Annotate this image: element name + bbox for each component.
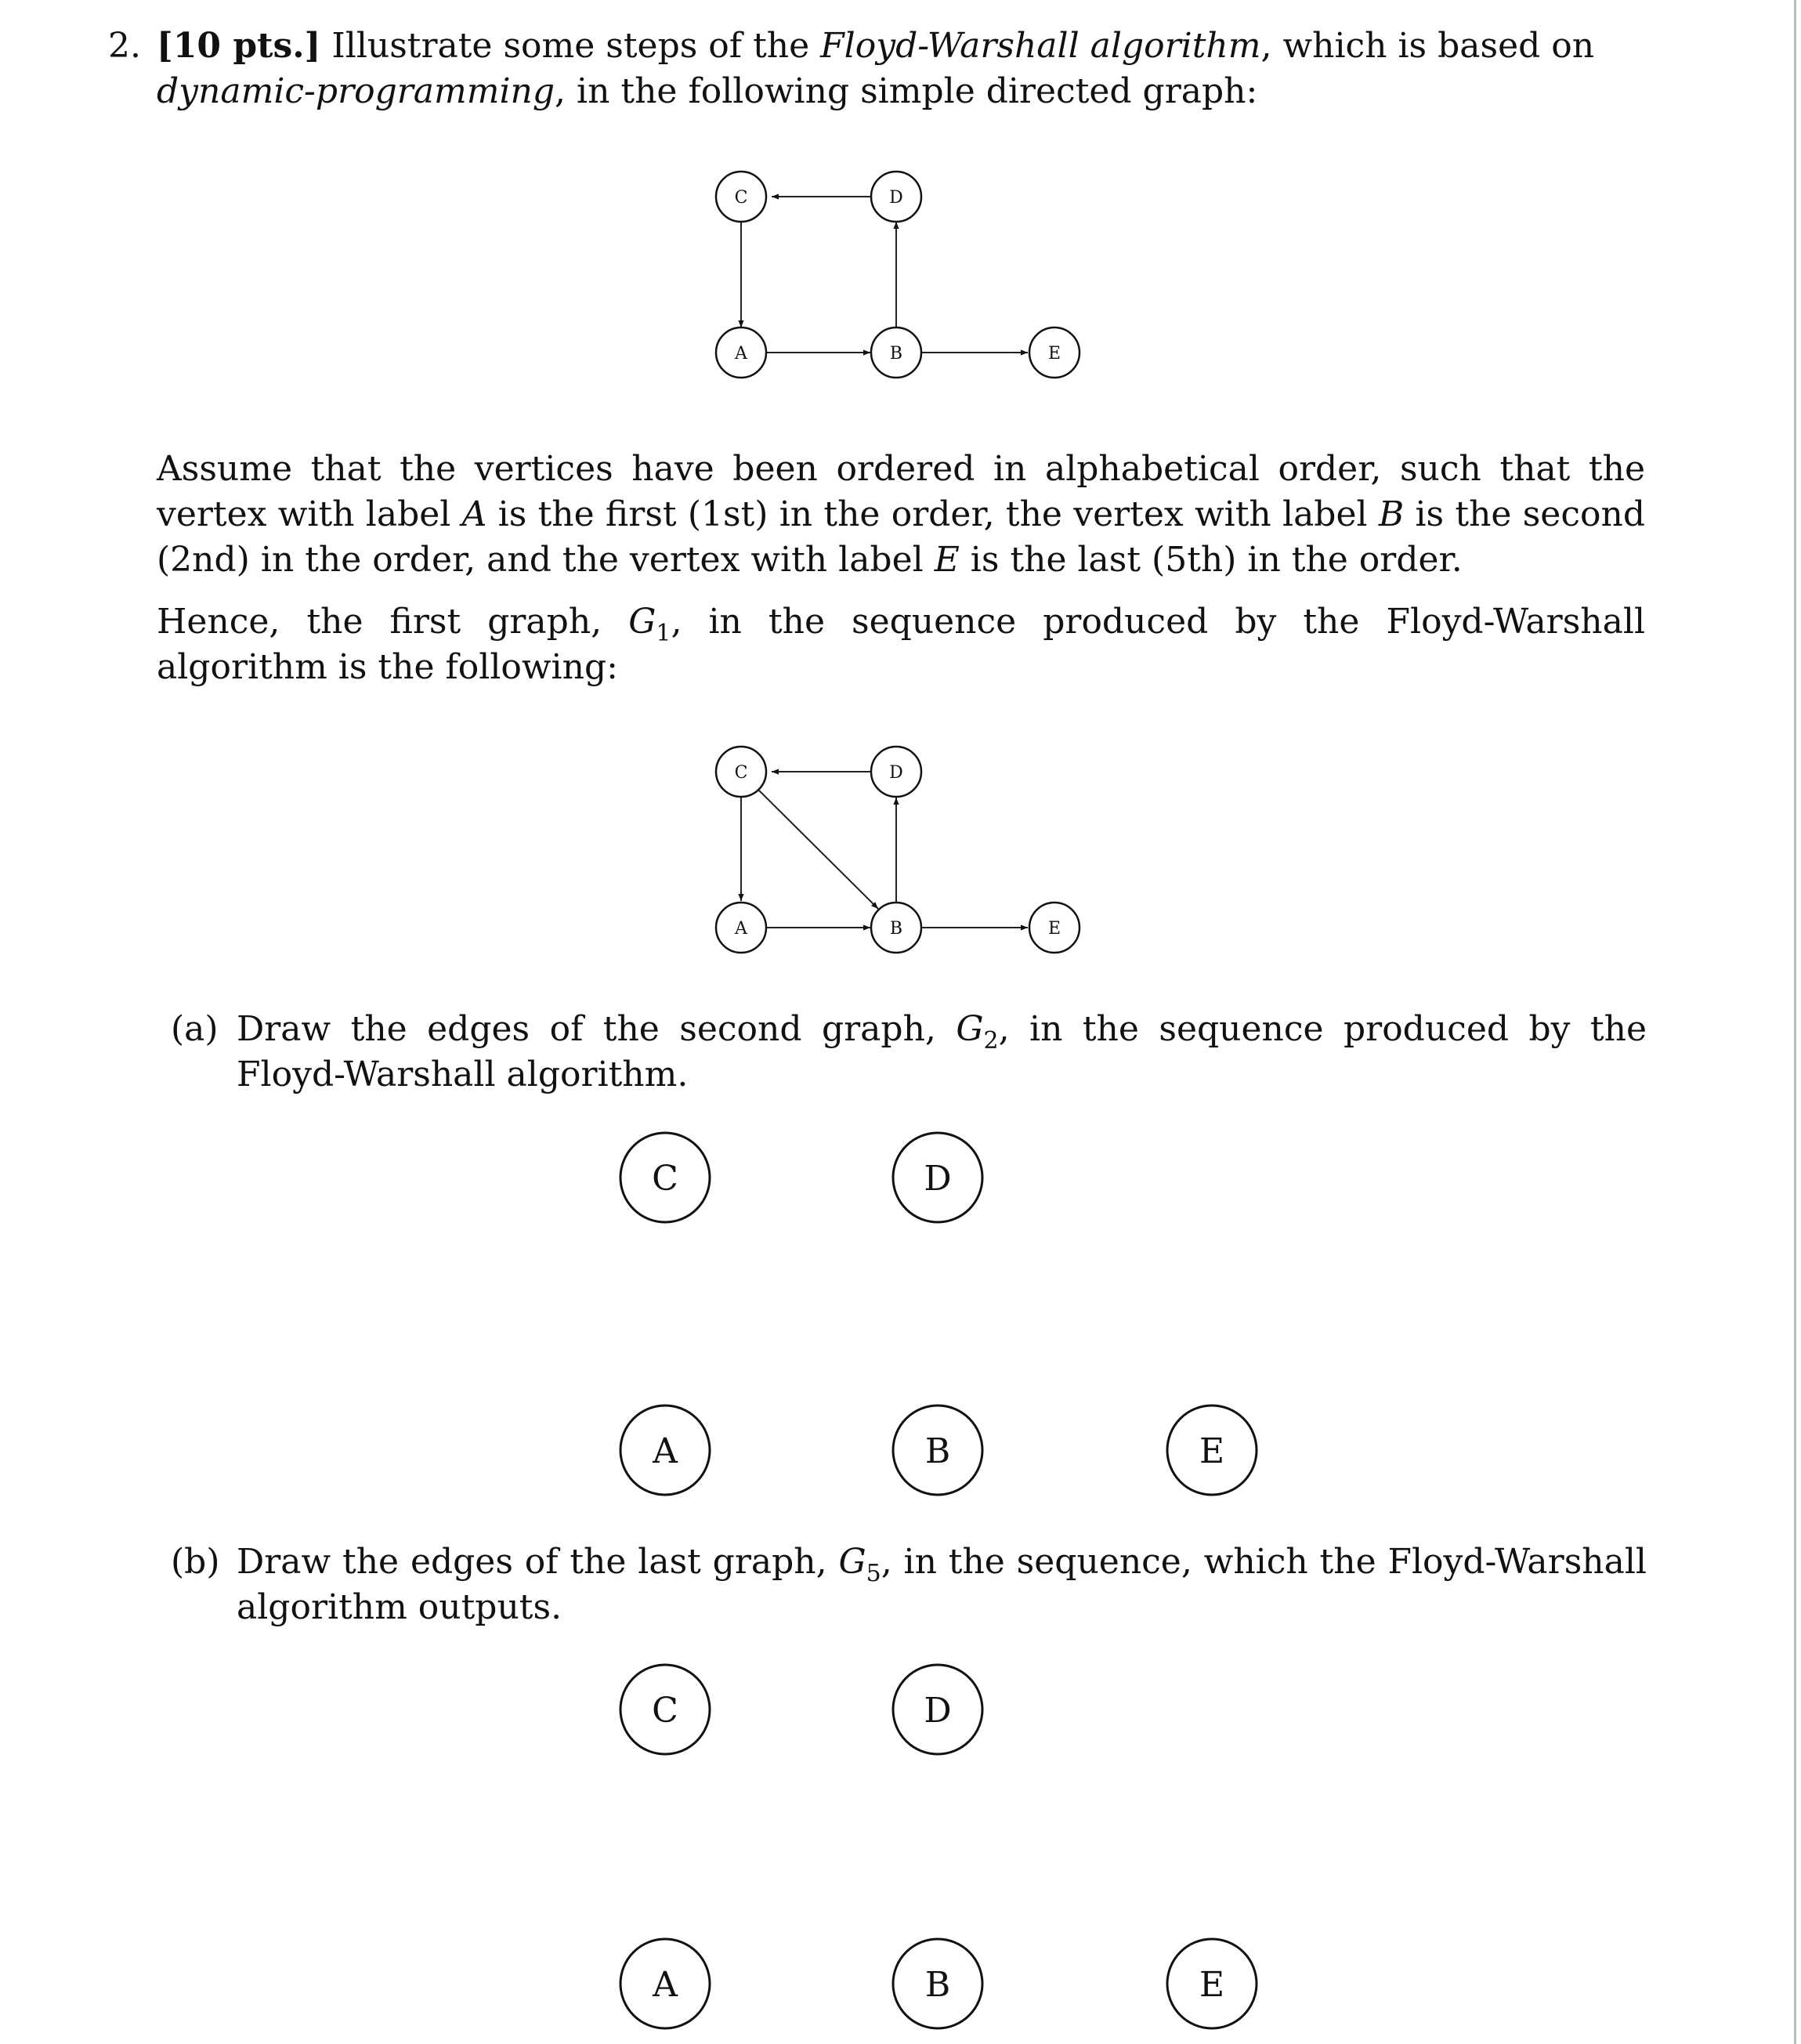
g1-node-a-label: A [735,919,747,939]
node-d [871,172,921,222]
node-e [1029,327,1080,378]
ordering-text-3: is the second (2nd) in the order, and the vertex with label [157,494,1645,580]
part-b-node-c [620,1665,710,1754]
g1-node-a [716,903,766,953]
g1-node-d [871,747,921,797]
question-intro-3: , in the following simple directed graph: [555,71,1258,111]
part-a-label: (a) [171,1009,219,1049]
part-b-text [237,1539,1647,1630]
hence-graph-subscript: 1 [656,619,671,647]
question-intro-1: Illustrate some steps of the [320,26,821,66]
node-a-label: A [735,344,747,364]
g1-node-d-label: D [889,763,903,783]
ordering-paragraph [157,447,1645,583]
part-b-node-b [893,1939,982,2028]
part-a-node-a-label: A [653,1431,678,1471]
part-b-node-b-label: B [924,1965,951,2005]
part-a-node-c [620,1133,710,1222]
part-b-text-1: Draw the edges of the last graph, [237,1542,839,1582]
hence-paragraph [157,599,1645,690]
part-b-label: (b) [171,1542,220,1582]
part-b-graph-subscript: 5 [866,1559,881,1587]
hence-text-2: , in the sequence produced by the Floyd-Warshall algorithm is the following: [157,602,1646,687]
ordering-var-b: B [1378,494,1405,534]
part-a-node-b-label: B [924,1431,951,1471]
part-a-node-b [893,1405,982,1495]
ordering-text-1: Assume that the vertices have been ordered in alphabetical order, such that the vertex with label [157,449,1645,534]
ordering-var-a: A [461,494,487,534]
part-a-node-d [893,1133,982,1222]
ordering-text-2: is the first (1st) in the order, the vertex with label [486,494,1379,534]
question-intro-2: , which is based on [1260,26,1595,66]
part-a-node-d-label: D [924,1159,952,1199]
node-c [716,172,766,222]
part-a-node-c-label: C [652,1159,678,1199]
algorithm-name: Floyd-Warshall algorithm [820,26,1261,66]
g1-edge-c-to-b [758,790,878,909]
part-a-text-2: , in the sequence produced by the Floyd-Warshall algorithm. [237,1009,1647,1094]
node-d-label: D [889,188,903,208]
hence-graph-symbol: G [628,602,656,642]
question-points: [10 pts.] [157,26,321,66]
g1-node-c-label: C [734,763,748,783]
node-b-label: B [889,344,903,364]
g1-node-b-label: B [889,919,903,939]
part-b-node-e-label: E [1199,1965,1225,2005]
node-a [716,327,766,378]
part-b-graph-symbol: G [838,1542,866,1582]
part-b-node-d-label: D [924,1691,952,1731]
part-b-node-a [620,1939,710,2028]
question-number: 2. [108,26,141,66]
part-a-node-e [1167,1405,1257,1495]
hence-text-1: Hence, the first graph, [157,602,629,642]
dp-term: dynamic-programming [157,71,555,111]
part-a-node-e-label: E [1199,1431,1225,1471]
node-c-label: C [734,188,748,208]
part-a-node-a [620,1405,710,1495]
part-a-graph-subscript: 2 [983,1026,999,1055]
part-b-node-c-label: C [652,1691,678,1731]
ordering-text-4: is the last (5th) in the order. [959,540,1463,580]
part-b-text-2: , in the sequence, which the Floyd-Warshall algorithm outputs. [237,1542,1647,1627]
part-b-node-e [1167,1939,1257,2028]
g1-node-c [716,747,766,797]
part-a-text [237,1007,1647,1098]
node-e-label: E [1047,344,1061,364]
part-a-text-1: Draw the edges of the second graph, [237,1009,957,1049]
g1-node-e-label: E [1047,919,1061,939]
part-a-graph-symbol: G [956,1009,984,1049]
g1-node-e [1029,903,1080,953]
part-b-node-a-label: A [653,1965,678,2005]
part-b-node-d [893,1665,982,1754]
g1-node-b [871,903,921,953]
ordering-var-e: E [934,540,960,580]
node-b [871,327,921,378]
